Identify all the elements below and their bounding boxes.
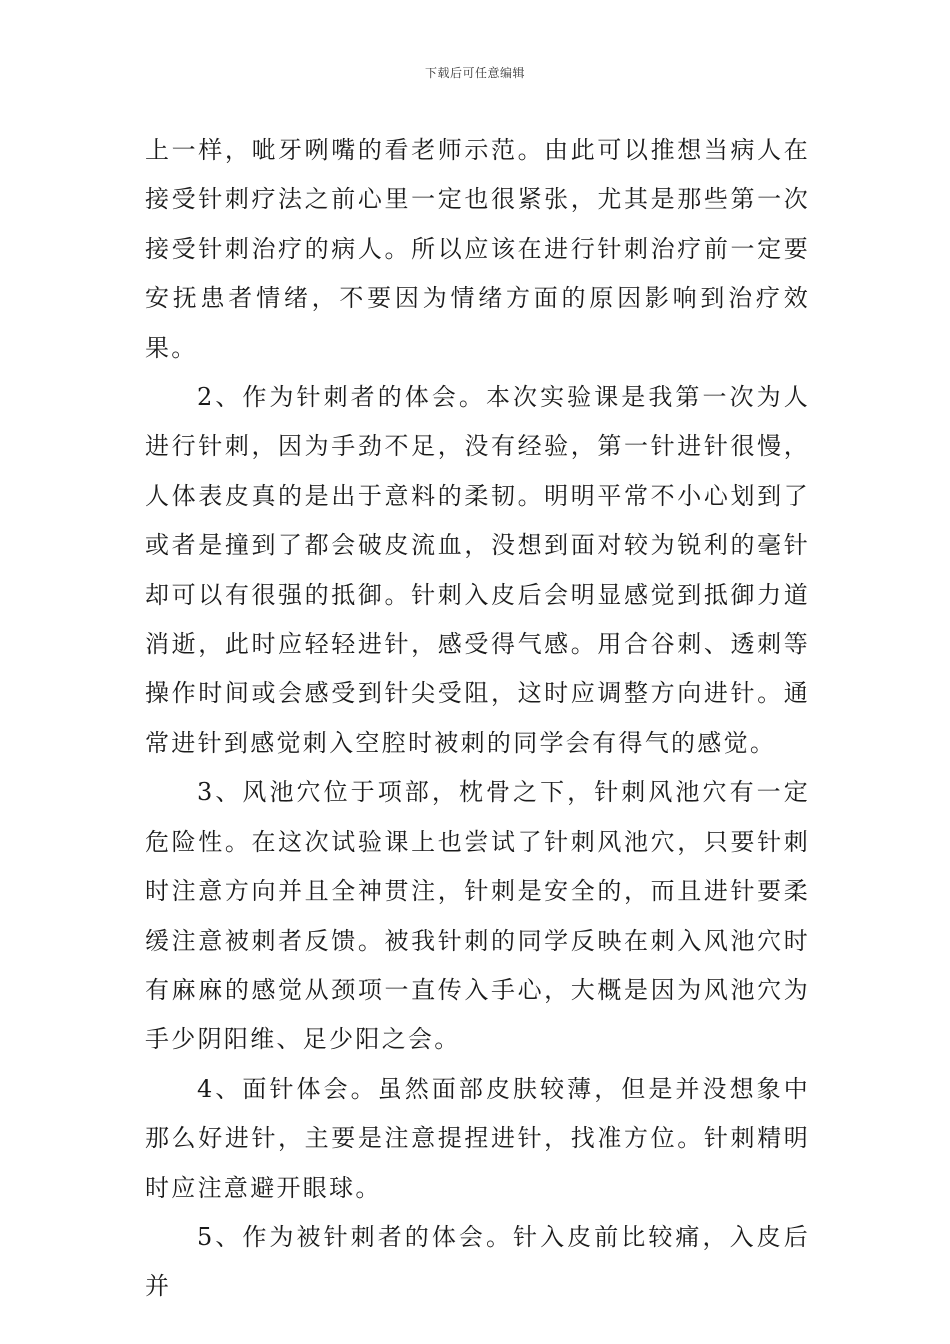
paragraph-item-2: 2、作为针刺者的体会。本次实验课是我第一次为人进行针刺，因为手劲不足，没有经验，第一针进针很慢，人体表皮真的是出于意料的柔韧。明明平常不小心划到了或者是撞到了都会破皮流血，没想到面对较为锐利的毫针却可以有很强的抵御。针刺入皮后会明显感觉到抵御力道消逝，此时应轻轻进针，感受得气感。用合谷刺、透刺等操作时间或会感受到针尖受阻，这时应调整方向进针。通常进针到感觉刺入空腔时被刺的同学会有得气的感觉。	[145, 383, 810, 757]
page-header-note: 下载后可任意编辑	[424, 66, 525, 80]
paragraph-item-4: 4、面针体会。虽然面部皮肤较薄，但是并没想象中那么好进针，主要是注意提捏进针，找准方位。针刺精明时应注意避开眼球。	[145, 1074, 810, 1202]
document-body	[145, 126, 810, 1312]
paragraph-item-3: 3、风池穴位于项部，枕骨之下，针刺风池穴有一定危险性。在这次试验课上也尝试了针刺风池穴，只要针刺时注意方向并且全神贯注，针刺是安全的，而且进针要柔缓注意被刺者反馈。被我针刺的同学反映在刺入风池穴时有麻麻的感觉从颈项一直传入手心，大概是因为风池穴为手少阴阳维、足少阳之会。	[145, 778, 810, 1054]
paragraph-item-5: 5、作为被针刺者的体会。针入皮前比较痛，入皮后并	[145, 1222, 810, 1301]
paragraph-continuation: 上一样，呲牙咧嘴的看老师示范。由此可以推想当病人在接受针刺疗法之前心里一定也很紧张，尤其是那些第一次接受针刺治疗的病人。所以应该在进行针刺治疗前一定要安抚患者情绪，不要因为情绪方面的原因影响到治疗效果。	[145, 136, 810, 362]
